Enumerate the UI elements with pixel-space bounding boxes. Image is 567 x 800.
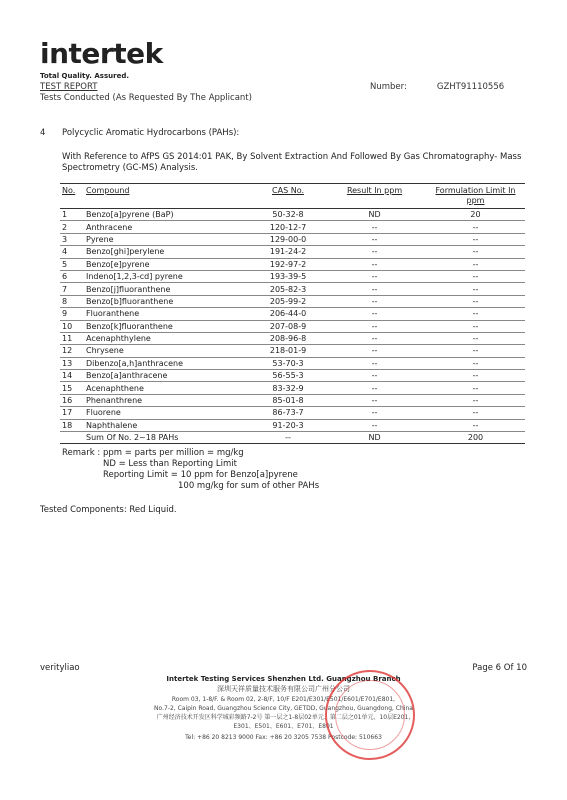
table-row: [60, 308, 525, 320]
header-no: No.: [60, 184, 84, 209]
remark-reporting-limit: Reporting Limit = 10 ppm for Benzo[a]pyrene: [103, 470, 298, 480]
cell-no: [60, 432, 84, 444]
cell-cas: 120-12-7: [253, 221, 323, 233]
footer-company-cn: 深圳天祥质量技术服务有限公司广州分公司: [217, 685, 350, 693]
cell-compound: Benzo[j]fluoranthene: [84, 283, 253, 295]
header-limit: Formulation Limit In ppm: [426, 184, 525, 209]
table-row: [60, 233, 525, 245]
table-row: [60, 345, 525, 357]
test-method-reference: With Reference to AfPS GS 2014:01 PAK, By Solvent Extraction And Followed By Gas Chromatography- Mass Spectrometry (GC-MS) Analysis.: [62, 152, 522, 173]
cell-limit: 200: [426, 432, 525, 444]
cell-cas: 56-55-3: [253, 370, 323, 382]
cell-compound: Benzo[a]anthracene: [84, 370, 253, 382]
cell-result: --: [323, 370, 426, 382]
cell-cas: 206-44-0: [253, 308, 323, 320]
table-row: [60, 332, 525, 344]
table-row: [60, 258, 525, 270]
cell-limit: --: [426, 394, 525, 406]
cell-limit: --: [426, 270, 525, 282]
cell-no: 18: [60, 419, 84, 431]
cell-limit: --: [426, 357, 525, 369]
cell-limit: --: [426, 308, 525, 320]
cell-no: 17: [60, 407, 84, 419]
footer-address-2: No.7-2, Caipin Road, Guangzhou Science City, GETDD, Guangzhou, Guangdong, China: [154, 705, 413, 712]
cell-limit: --: [426, 258, 525, 270]
cell-compound: Pyrene: [84, 233, 253, 245]
cell-no: 3: [60, 233, 84, 245]
footer-page-number: Page 6 Of 10: [472, 663, 527, 673]
cell-compound: Naphthalene: [84, 419, 253, 431]
table-body: [60, 209, 525, 444]
cell-compound: Indeno[1,2,3-cd] pyrene: [84, 270, 253, 282]
cell-result: ND: [323, 209, 426, 221]
cell-result: --: [323, 320, 426, 332]
header-cas: CAS No.: [253, 184, 323, 209]
cell-cas: --: [253, 432, 323, 444]
cell-cas: 205-99-2: [253, 295, 323, 307]
cell-no: 14: [60, 370, 84, 382]
header-result: Result In ppm: [323, 184, 426, 209]
cell-no: 15: [60, 382, 84, 394]
cell-compound: Dibenzo[a,h]anthracene: [84, 357, 253, 369]
cell-limit: --: [426, 419, 525, 431]
cell-no: 5: [60, 258, 84, 270]
cell-cas: 205-82-3: [253, 283, 323, 295]
cell-limit: --: [426, 233, 525, 245]
cell-result: --: [323, 258, 426, 270]
report-number: [370, 82, 504, 92]
footer-address-cn-2: E301、E501、E601、E701、E801: [233, 723, 334, 730]
cell-limit: --: [426, 246, 525, 258]
cell-limit: --: [426, 320, 525, 332]
cell-no: 13: [60, 357, 84, 369]
intertek-logo: [40, 37, 163, 80]
cell-result: --: [323, 308, 426, 320]
report-title: TEST REPORT: [40, 82, 98, 92]
remark-sum-limit: 100 mg/kg for sum of other PAHs: [178, 481, 320, 491]
cell-cas: 85-01-8: [253, 394, 323, 406]
cell-result: --: [323, 394, 426, 406]
cell-compound: Benzo[a]pyrene (BaP): [84, 209, 253, 221]
cell-cas: 193-39-5: [253, 270, 323, 282]
remark-nd: ND = Less than Reporting Limit: [103, 459, 237, 469]
cell-no: 6: [60, 270, 84, 282]
cell-compound: Phenanthrene: [84, 394, 253, 406]
report-subtitle: Tests Conducted (As Requested By The Applicant): [40, 93, 252, 103]
table-row: [60, 394, 525, 406]
cell-no: 4: [60, 246, 84, 258]
cell-cas: 192-97-2: [253, 258, 323, 270]
cell-compound: Fluoranthene: [84, 308, 253, 320]
cell-result: --: [323, 382, 426, 394]
company-seal-stamp: [325, 670, 415, 760]
seal-inner-ring: [335, 680, 405, 750]
table-row: [60, 320, 525, 332]
footer-author: verityliao: [40, 663, 80, 673]
cell-compound: Acenaphthene: [84, 382, 253, 394]
footer-company: Intertek Testing Services Shenzhen Ltd. Guangzhou Branch: [166, 675, 401, 683]
logo-wordmark: intertek: [40, 37, 163, 70]
section-number: 4: [40, 128, 46, 138]
table-row: [60, 370, 525, 382]
cell-cas: 91-20-3: [253, 419, 323, 431]
cell-limit: --: [426, 332, 525, 344]
cell-cas: 218-01-9: [253, 345, 323, 357]
tested-components: Tested Components: Red Liquid.: [40, 505, 177, 515]
footer-address-1: Room 03, 1-8/F. & Room 02, 2-8/F, 10/F E201/E301/E501/E601/E701/E801,: [171, 696, 396, 703]
table-row: [60, 209, 525, 221]
table-row: [60, 382, 525, 394]
cell-result: --: [323, 407, 426, 419]
cell-cas: 191-24-2: [253, 246, 323, 258]
cell-limit: --: [426, 283, 525, 295]
cell-compound: Benzo[e]pyrene: [84, 258, 253, 270]
cell-no: 9: [60, 308, 84, 320]
cell-compound: Fluorene: [84, 407, 253, 419]
table-row: [60, 407, 525, 419]
cell-limit: --: [426, 221, 525, 233]
cell-cas: 50-32-8: [253, 209, 323, 221]
cell-cas: 86-73-7: [253, 407, 323, 419]
cell-result: --: [323, 332, 426, 344]
cell-compound: Chrysene: [84, 345, 253, 357]
cell-no: 7: [60, 283, 84, 295]
report-number-label: Number:: [370, 82, 407, 92]
cell-result: --: [323, 233, 426, 245]
footer-contact: Tel: +86 20 8213 9000 Fax: +86 20 3205 7538 Postcode: 510663: [185, 734, 382, 741]
cell-compound: Benzo[k]fluoranthene: [84, 320, 253, 332]
cell-result: --: [323, 221, 426, 233]
table-row: [60, 283, 525, 295]
cell-no: 8: [60, 295, 84, 307]
cell-no: 12: [60, 345, 84, 357]
logo-tagline: Total Quality. Assured.: [40, 72, 129, 80]
cell-compound: Benzo[b]fluoranthene: [84, 295, 253, 307]
section-heading: [40, 128, 239, 138]
cell-no: 16: [60, 394, 84, 406]
table-row: [60, 419, 525, 431]
cell-limit: --: [426, 295, 525, 307]
cell-result: --: [323, 345, 426, 357]
cell-limit: --: [426, 345, 525, 357]
table-row: [60, 357, 525, 369]
section-title: Polycyclic Aromatic Hydrocarbons (PAHs):: [62, 128, 240, 138]
cell-compound: Anthracene: [84, 221, 253, 233]
report-number-value: GZHT91110556: [436, 82, 505, 92]
cell-result: --: [323, 246, 426, 258]
table-row: [60, 270, 525, 282]
table-row: [60, 246, 525, 258]
cell-no: 1: [60, 209, 84, 221]
table-sum-row: [60, 432, 525, 444]
cell-result: --: [323, 419, 426, 431]
remark-ppm: ppm = parts per million = mg/kg: [103, 448, 244, 458]
cell-result: --: [323, 357, 426, 369]
cell-limit: --: [426, 382, 525, 394]
table-header-row: [60, 184, 525, 209]
cell-result: ND: [323, 432, 426, 444]
cell-cas: 83-32-9: [253, 382, 323, 394]
cell-compound: Acenaphthylene: [84, 332, 253, 344]
cell-result: --: [323, 270, 426, 282]
cell-result: --: [323, 283, 426, 295]
cell-compound: Benzo[ghi]perylene: [84, 246, 253, 258]
cell-limit: --: [426, 407, 525, 419]
cell-cas: 53-70-3: [253, 357, 323, 369]
cell-cas: 129-00-0: [253, 233, 323, 245]
header-compound: Compound: [84, 184, 253, 209]
table-row: [60, 295, 525, 307]
cell-no: 2: [60, 221, 84, 233]
cell-no: 11: [60, 332, 84, 344]
cell-limit: --: [426, 370, 525, 382]
remark-label: Remark :: [62, 448, 101, 458]
cell-limit: 20: [426, 209, 525, 221]
cell-cas: 207-08-9: [253, 320, 323, 332]
cell-cas: 208-96-8: [253, 332, 323, 344]
cell-compound: Sum Of No. 2~18 PAHs: [84, 432, 253, 444]
cell-no: 10: [60, 320, 84, 332]
table-row: [60, 221, 525, 233]
footer-address-cn-1: 广州经济技术开发区科学城彩频路7-2号 第一层之1-8层02单元、第二层之01单元、10层E201,: [156, 714, 411, 721]
cell-result: --: [323, 295, 426, 307]
pah-results-table: [60, 183, 525, 444]
